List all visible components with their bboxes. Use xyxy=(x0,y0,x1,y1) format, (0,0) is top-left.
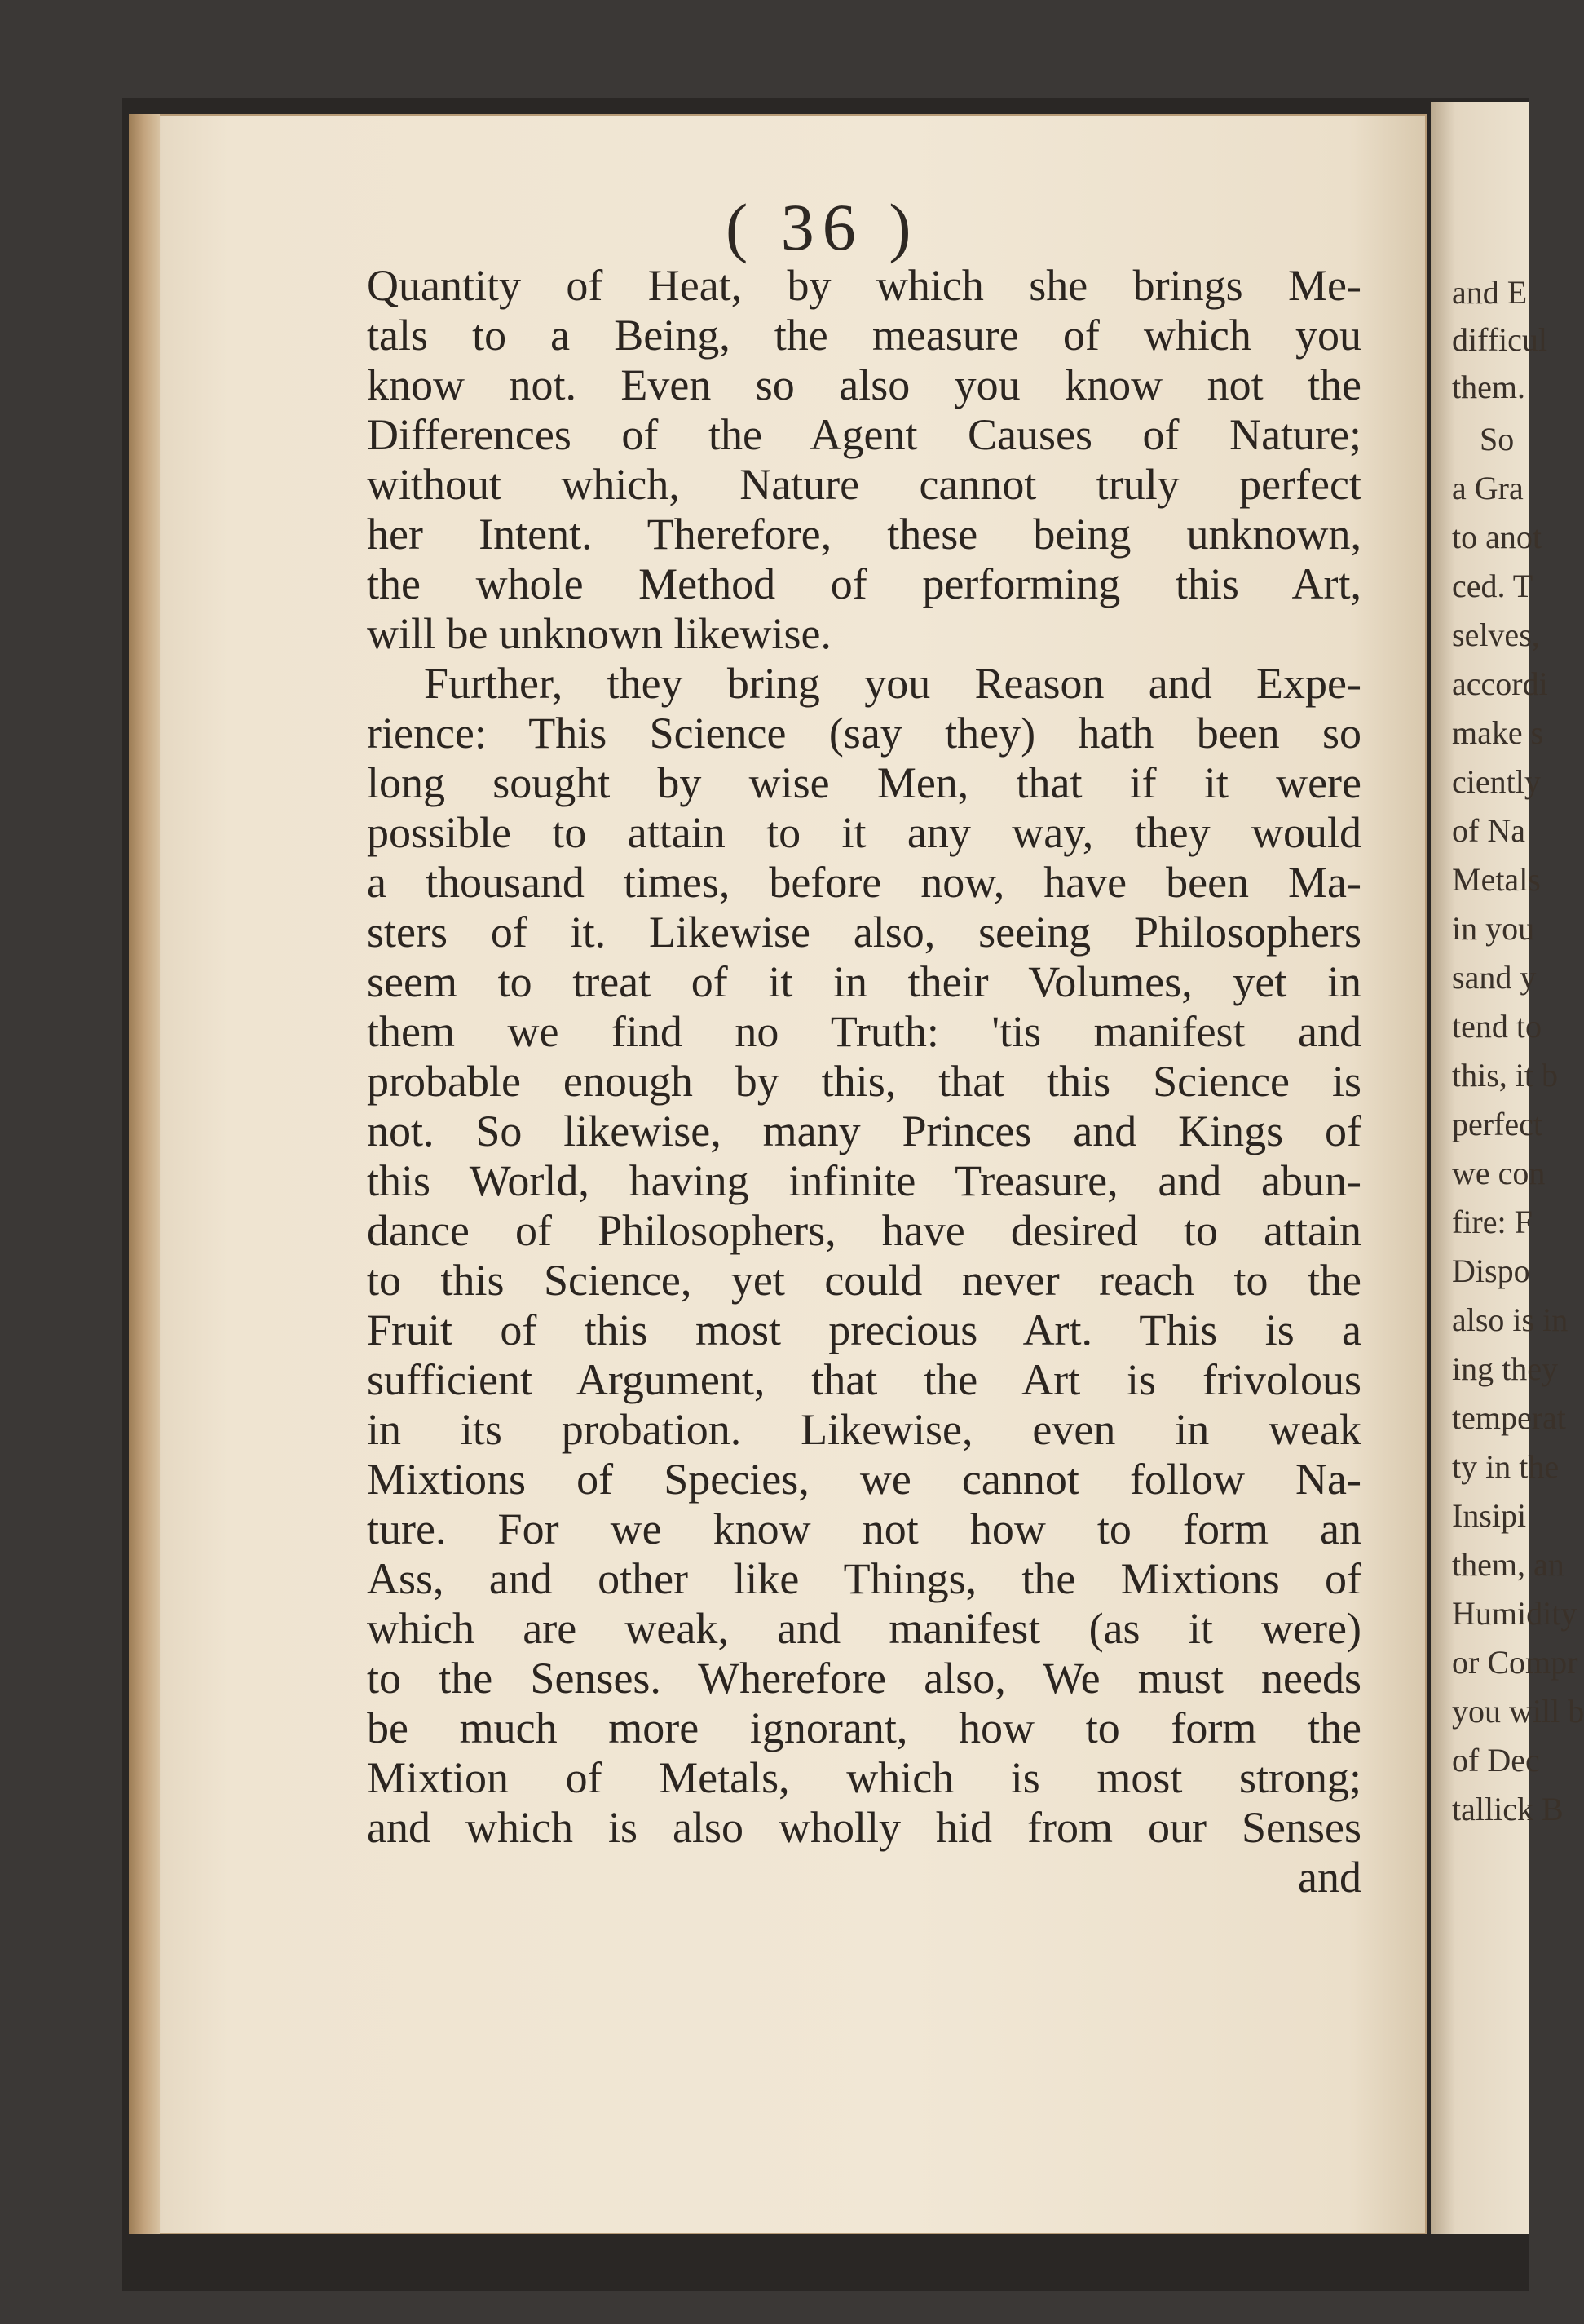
text-line: be much more ignorant, how to form the xyxy=(367,1703,1361,1752)
facing-line: accordi xyxy=(1452,665,1548,702)
facing-line: Dispo xyxy=(1452,1253,1530,1289)
facing-line: Insipi xyxy=(1452,1497,1527,1534)
text-line: this World, having infinite Treasure, and abun- xyxy=(367,1156,1361,1205)
facing-line: them. xyxy=(1452,369,1525,405)
facing-line: temperat xyxy=(1452,1399,1566,1436)
text-line: Differences of the Agent Causes of Nature; xyxy=(367,410,1361,459)
text-line: seem to treat of it in their Volumes, yet in xyxy=(367,957,1361,1006)
text-line: ture. For we know not how to form an xyxy=(367,1504,1361,1553)
text-line: in its probation. Likewise, even in weak xyxy=(367,1405,1361,1454)
facing-line: difficul xyxy=(1452,321,1548,358)
facing-line: tallick B xyxy=(1452,1791,1564,1827)
facing-line: of Dec xyxy=(1452,1742,1540,1778)
text-line: sters of it. Likewise also, seeing Philosophers xyxy=(367,908,1361,957)
text-line: and which is also wholly hid from our Senses xyxy=(367,1803,1361,1852)
text-line: a thousand times, before now, have been Ma- xyxy=(367,858,1361,907)
facing-line: So xyxy=(1480,421,1515,457)
text-line: Quantity of Heat, by which she brings Me- xyxy=(367,261,1361,310)
facing-line: you will b xyxy=(1452,1693,1584,1730)
facing-line: selves, xyxy=(1452,616,1540,653)
facing-line: of Na xyxy=(1452,812,1525,849)
text-line: tals to a Being, the measure of which you xyxy=(367,311,1361,360)
text-line: without which, Nature cannot truly perfect xyxy=(367,460,1361,509)
body-text xyxy=(367,261,1361,1902)
text-line: Fruit of this most precious Art. This is a xyxy=(367,1306,1361,1354)
text-line: to this Science, yet could never reach to the xyxy=(367,1256,1361,1305)
text-line: Mixtions of Species, we cannot follow Na- xyxy=(367,1455,1361,1504)
text-line: to the Senses. Wherefore also, We must needs xyxy=(367,1654,1361,1703)
facing-line: perfect xyxy=(1452,1106,1543,1142)
facing-line: or Compr xyxy=(1452,1644,1578,1681)
page-number: ( 36 ) xyxy=(726,190,920,264)
facing-line: fire: F xyxy=(1452,1204,1533,1240)
facing-line: ty in the xyxy=(1452,1448,1560,1485)
facing-line: and E xyxy=(1452,274,1528,311)
text-line: Further, they bring you Reason and Expe- xyxy=(424,659,1361,708)
facing-line: ciently xyxy=(1452,763,1541,800)
text-line: rience: This Science (say they) hath been so xyxy=(367,709,1361,758)
text-line: probable enough by this, that this Science is xyxy=(367,1057,1361,1106)
catchword: and xyxy=(1298,1853,1361,1902)
text-line: Mixtion of Metals, which is most strong; xyxy=(367,1753,1361,1802)
text-line: possible to attain to it any way, they would xyxy=(367,808,1361,857)
facing-line: we con xyxy=(1452,1155,1546,1191)
text-line: dance of Philosophers, have desired to attain xyxy=(367,1206,1361,1255)
text-line: will be unknown likewise. xyxy=(367,609,832,658)
facing-line: tend to xyxy=(1452,1008,1542,1045)
facing-line: Humidity xyxy=(1452,1595,1577,1632)
facing-line: make s xyxy=(1452,714,1544,751)
text-line: which are weak, and manifest (as it were) xyxy=(367,1604,1361,1653)
text-line: Ass, and other like Things, the Mixtions of xyxy=(367,1554,1361,1603)
facing-line: also is in xyxy=(1452,1301,1569,1338)
page-edge xyxy=(129,114,160,2234)
facing-page-fragment xyxy=(1431,102,1584,2234)
facing-line: ced. T xyxy=(1452,568,1533,604)
facing-line: them, an xyxy=(1452,1546,1564,1583)
facing-line: in you xyxy=(1452,910,1535,947)
facing-line: a Gra xyxy=(1452,470,1524,506)
text-line: know not. Even so also you know not the xyxy=(367,360,1361,409)
text-line: long sought by wise Men, that if it were xyxy=(367,758,1361,807)
text-line: her Intent. Therefore, these being unknown, xyxy=(367,510,1361,559)
facing-line: this, it b xyxy=(1452,1057,1559,1094)
text-line: not. So likewise, many Princes and Kings of xyxy=(367,1107,1361,1155)
facing-line: ing they xyxy=(1452,1350,1558,1387)
facing-line: to anot xyxy=(1452,519,1542,555)
text-line: sufficient Argument, that the Art is frivolous xyxy=(367,1355,1361,1404)
text-line: the whole Method of performing this Art, xyxy=(367,559,1361,608)
facing-line: sand y xyxy=(1452,959,1537,996)
facing-line: Metals xyxy=(1452,861,1541,898)
text-line: them we find no Truth: 'tis manifest and xyxy=(367,1007,1361,1056)
